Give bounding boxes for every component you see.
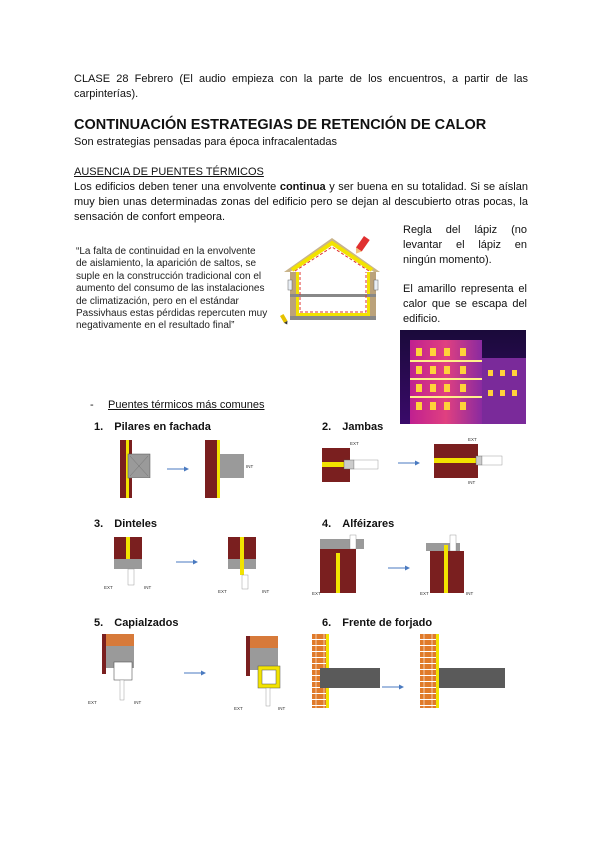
dinteles-after-diagram	[218, 535, 272, 595]
dinteles-ext-label: EXT	[104, 585, 113, 590]
intro-text-before: Los edificios deben tener una envolvente	[74, 181, 280, 193]
ground-slab	[290, 316, 376, 320]
intro-text-bold: continua	[279, 181, 326, 193]
forjado-arrow-icon	[382, 683, 404, 691]
pilares-after-diagram	[205, 440, 255, 498]
intro-text-after: y ser buena en su totalidad. Si se aíslan muy bien unas determinadas zonas del edificio pero se dejan al descubierto otras pocas, la sensación de confort empeora.	[74, 181, 528, 223]
alfeizares-ext-label: EXT	[312, 591, 321, 596]
alfeizares-arrow-icon	[388, 564, 410, 572]
pencil-icon	[353, 236, 370, 256]
dinteles-before-diagram	[104, 535, 156, 591]
class-note-text: CLASE 28 Febrero (El audio empieza con la parte de los encuentros, a partir de las carpinterías).	[74, 73, 528, 100]
alfeizares-after-ext-label: EXT	[420, 591, 429, 596]
passivhaus-quote: “La falta de continuidad en la envolvente de aislamiento, la aparición de saltos, se suple en la construcción tradicional con el aumento del consumo de las instalaciones de climatización, pero en el estándar Passivhaus estas pérdidas repercuten muy negativamente en el resultado final”	[76, 246, 268, 332]
pilares-int-label: INT	[246, 464, 254, 469]
yellow-heat-note: El amarillo representa el calor que se escapa del edificio.	[403, 283, 527, 325]
alfeizares-before-diagram	[312, 533, 368, 597]
section-title: CONTINUACIÓN ESTRATEGIAS DE RETENCIÓN DE CALOR	[74, 117, 487, 133]
item-capialzados-title: 5. Capialzados	[94, 617, 179, 629]
thermal-bridges-heading: AUSENCIA DE PUENTES TÉRMICOS	[74, 166, 264, 178]
jambas-int-label: INT	[468, 480, 476, 485]
right-window	[374, 280, 378, 290]
common-bridges-heading: Puentes térmicos más comunes	[108, 399, 265, 411]
ground-insulation	[299, 313, 367, 316]
item-alfeizares-title: 4. Alféizares	[322, 518, 395, 530]
house-section-diagram	[280, 232, 390, 332]
forjado-after-diagram	[420, 634, 508, 708]
capialzados-after-int-label: INT	[278, 706, 286, 711]
thermal-building-image	[400, 330, 526, 424]
pilares-before-diagram	[120, 440, 160, 498]
thermal-bridges-intro	[74, 180, 528, 225]
alfeizares-after-diagram	[420, 533, 480, 597]
dinteles-after-ext-label: EXT	[218, 589, 227, 594]
dinteles-int-label: INT	[144, 585, 152, 590]
pilares-arrow-icon	[167, 465, 189, 473]
jambas-ext-label: EXT	[350, 441, 359, 446]
forjado-before-diagram	[312, 634, 380, 708]
capialzados-after-diagram	[234, 634, 294, 712]
small-pencil-icon	[280, 314, 289, 326]
item-pilares-title: 1. Pilares en fachada	[94, 421, 211, 433]
jambas-after-ext-label: EXT	[468, 437, 477, 442]
pencil-rule-note: Regla del lápiz (no levantar el lápiz en ningún momento).	[403, 224, 527, 266]
dinteles-after-int-label: INT	[262, 589, 270, 594]
item-forjado-title: 6. Frente de forjado	[322, 617, 433, 629]
capialzados-arrow-icon	[184, 669, 206, 677]
jambas-arrow-icon	[398, 459, 420, 467]
item-jambas-title: 2. Jambas	[322, 421, 384, 433]
left-window	[288, 280, 292, 290]
capialzados-ext-label: EXT	[88, 700, 97, 705]
jambas-after-diagram	[432, 436, 504, 486]
floor-slab	[290, 294, 376, 297]
item-dinteles-title: 3. Dinteles	[94, 518, 158, 530]
section-subtitle: Son estrategias pensadas para época infracalentadas	[74, 136, 337, 148]
common-bullet: -	[90, 399, 94, 411]
class-note	[74, 72, 528, 102]
capialzados-before-diagram	[88, 632, 152, 708]
capialzados-int-label: INT	[134, 700, 142, 705]
alfeizares-int-label: INT	[466, 591, 474, 596]
dinteles-arrow-icon	[176, 558, 198, 566]
continuity-line	[300, 272, 366, 312]
jambas-before-diagram	[320, 440, 380, 486]
capialzados-after-ext-label: EXT	[234, 706, 243, 711]
